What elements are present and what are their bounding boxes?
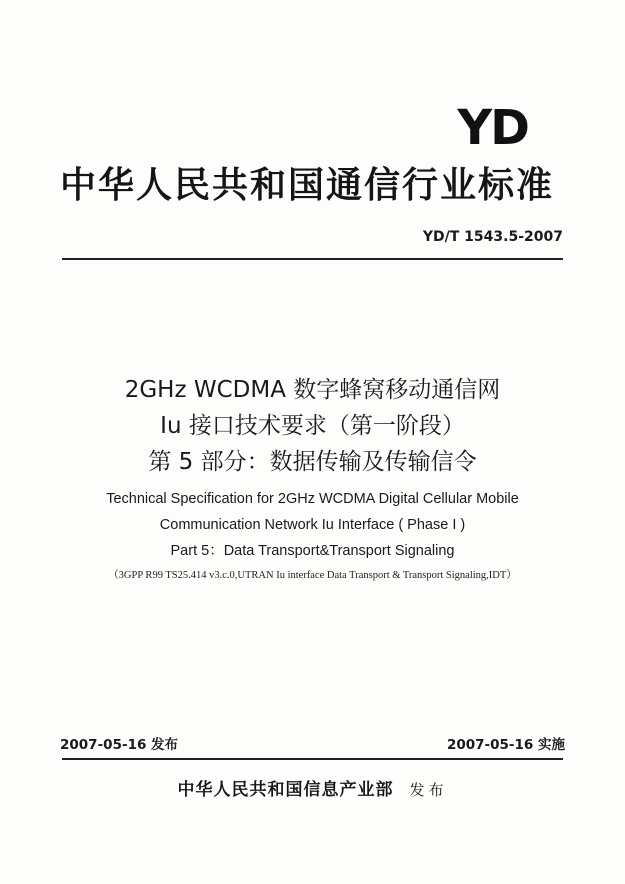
publish-date: 2007-05-16 发布	[60, 737, 179, 753]
top-divider	[62, 258, 563, 260]
cn-title-line-1: 2GHz WCDMA 数字蜂窝移动通信网	[124, 377, 501, 403]
cn-title-line-2: Iu 接口技术要求（第一阶段）	[160, 413, 465, 439]
issuer-suffix: 发布	[409, 781, 448, 799]
en-title-line-1: Technical Specification for 2GHz WCDMA Digital Cellular Mobile	[106, 491, 519, 507]
en-title-line-3: Part 5：Data Transport&Transport Signaling	[170, 543, 455, 559]
bottom-divider	[62, 758, 563, 760]
idt-reference: （3GPP R99 TS25.414 v3.c.0,UTRAN Iu interface Data Transport & Transport Signaling,IDT）	[108, 570, 517, 581]
standard-code: YD/T 1543.5-2007	[422, 229, 563, 245]
standard-title: 中华人民共和国通信行业标准	[60, 165, 555, 206]
issuer-name: 中华人民共和国信息产业部	[177, 780, 394, 800]
issuer	[0, 778, 625, 802]
implement-date: 2007-05-16 实施	[446, 737, 565, 753]
yd-logo: YD	[457, 100, 528, 156]
cn-title-line-3: 第 5 部分：数据传输及传输信令	[148, 449, 477, 475]
en-title-line-2: Communication Network Iu Interface ( Phase I )	[159, 517, 466, 533]
